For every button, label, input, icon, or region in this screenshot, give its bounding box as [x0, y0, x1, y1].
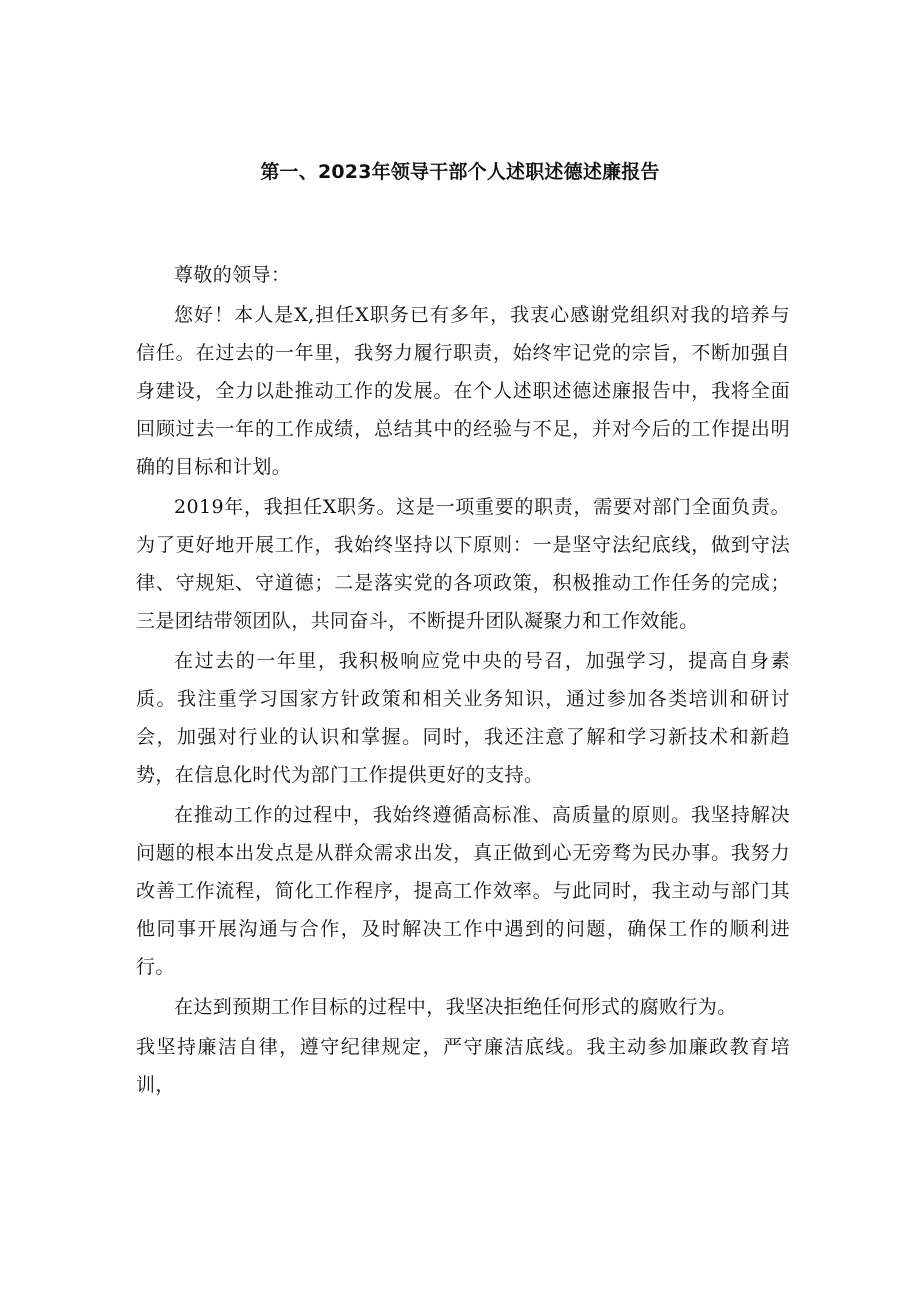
paragraph-1: 您好！本人是X,担任X职务已有多年，我衷心感谢党组织对我的培养与信任。在过去的一年里，我努力履行职责，始终牢记党的宗旨，不断加强自身建设，全力以赴推动工作的发展。在个人述职述德述廉报告中，我将全面回顾过去一年的工作成绩，总结其中的经验与不足，并对今后的工作提出明确的目标和计划。: [136, 304, 790, 478]
salutation: 尊敬的领导：: [174, 264, 291, 286]
paragraph-2: 2019年，我担任X职务。这是一项重要的职责，需要对部门全面负责。为了更好地开展工作，我始终坚持以下原则：一是坚守法纪底线，做到守法律、守规矩、守道德；二是落实党的各项政策，积极推动工作任务的完成；三是团结带领团队，共同奋斗，不断提升团队凝聚力和工作效能。: [136, 496, 790, 632]
paragraph-continuation: 我坚持廉洁自律，遵守纪律规定，严守廉洁底线。我主动参加廉政教育培训，: [136, 1036, 790, 1096]
paragraph-3: 在过去的一年里，我积极响应党中央的号召，加强学习，提高自身素质。我注重学习国家方针政策和相关业务知识，通过参加各类培训和研讨会，加强对行业的认识和掌握。同时，我还注意了解和学习新技术和新趋势，在信息化时代为部门工作提供更好的支持。: [136, 650, 790, 786]
page-title: 第一、2023年领导干部个人述职述德述廉报告: [260, 161, 660, 183]
paragraph-4: 在推动工作的过程中，我始终遵循高标准、高质量的原则。我坚持解决问题的根本出发点是从群众需求出发，真正做到心无旁骛为民办事。我努力改善工作流程，简化工作程序，提高工作效率。与此同时，我主动与部门其他同事开展沟通与合作，及时解决工作中遇到的问题，确保工作的顺利进行。: [136, 804, 790, 978]
document-body: [136, 256, 790, 1106]
paragraph-5: 在达到预期工作目标的过程中，我坚决拒绝任何形式的腐败行为。: [174, 996, 737, 1018]
